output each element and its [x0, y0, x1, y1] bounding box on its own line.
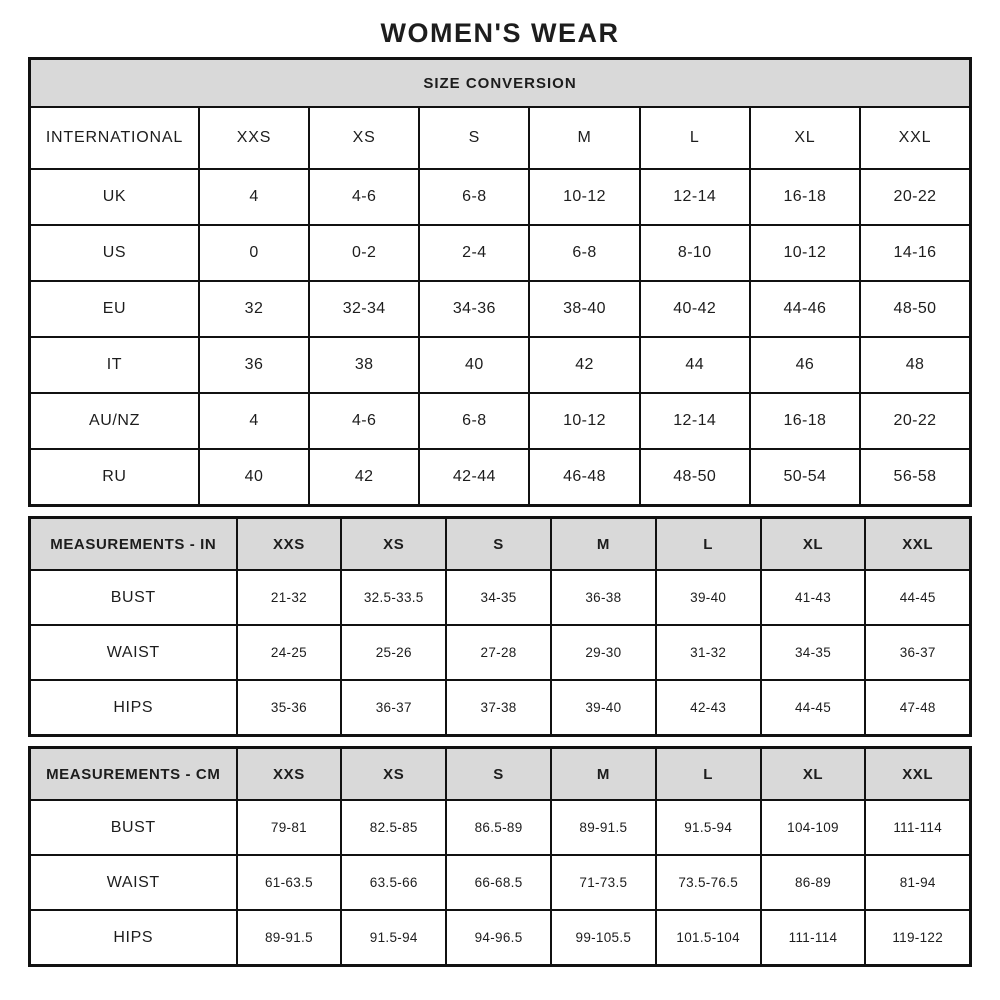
measure-cell: 32.5-33.5 — [341, 570, 446, 625]
table-row-uk — [30, 169, 971, 225]
table-gap — [0, 507, 1000, 516]
measure-cell: 37-38 — [446, 680, 551, 736]
measure-cell: 36-37 — [341, 680, 446, 736]
size-cell: 14-16 — [860, 225, 971, 281]
size-cell: 6-8 — [419, 393, 529, 449]
measure-cell: 41-43 — [761, 570, 866, 625]
table-row-waist-in — [30, 625, 971, 680]
size-cell: 46 — [750, 337, 860, 393]
measure-cell: 71-73.5 — [551, 855, 656, 910]
measure-cell: 63.5-66 — [341, 855, 446, 910]
measure-cell: 119-122 — [865, 910, 970, 966]
header-cell-m: M — [551, 748, 656, 801]
measure-cell: 91.5-94 — [656, 800, 761, 855]
measurements-cm-header-row — [30, 748, 971, 801]
size-cell: 48 — [860, 337, 971, 393]
header-cell-s: S — [446, 518, 551, 571]
measure-cell: 99-105.5 — [551, 910, 656, 966]
size-cell: 38-40 — [529, 281, 639, 337]
table-row-hips-in — [30, 680, 971, 736]
measure-cell: 36-37 — [865, 625, 970, 680]
size-cell: 2-4 — [419, 225, 529, 281]
header-cell-xs: XS — [309, 107, 419, 169]
measure-cell: 25-26 — [341, 625, 446, 680]
size-cell: 6-8 — [419, 169, 529, 225]
row-label-aunz: AU/NZ — [30, 393, 199, 449]
row-label-eu: EU — [30, 281, 199, 337]
size-cell: 34-36 — [419, 281, 529, 337]
table-row-it — [30, 337, 971, 393]
size-cell: 8-10 — [640, 225, 750, 281]
row-label-waist: WAIST — [30, 855, 237, 910]
table-row-ru — [30, 449, 971, 506]
header-cell-xxl: XXL — [865, 518, 970, 571]
measure-cell: 34-35 — [446, 570, 551, 625]
table-gap — [0, 737, 1000, 746]
measure-cell: 94-96.5 — [446, 910, 551, 966]
header-cell-xxl: XXL — [860, 107, 971, 169]
size-cell: 36 — [199, 337, 309, 393]
measure-cell: 86.5-89 — [446, 800, 551, 855]
row-label-it: IT — [30, 337, 199, 393]
row-label-us: US — [30, 225, 199, 281]
size-cell: 4-6 — [309, 169, 419, 225]
measure-cell: 79-81 — [237, 800, 342, 855]
table-row-bust-cm — [30, 800, 971, 855]
measure-cell: 44-45 — [761, 680, 866, 736]
measure-cell: 66-68.5 — [446, 855, 551, 910]
size-conversion-title: SIZE CONVERSION — [30, 59, 971, 108]
table-caption-row — [30, 59, 971, 108]
measure-cell: 86-89 — [761, 855, 866, 910]
header-cell-measurements-in: MEASUREMENTS - IN — [30, 518, 237, 571]
size-cell: 10-12 — [529, 169, 639, 225]
measure-cell: 42-43 — [656, 680, 761, 736]
header-cell-s: S — [419, 107, 529, 169]
table-row-eu — [30, 281, 971, 337]
size-cell: 12-14 — [640, 169, 750, 225]
size-cell: 10-12 — [750, 225, 860, 281]
size-cell: 4 — [199, 169, 309, 225]
measure-cell: 31-32 — [656, 625, 761, 680]
measure-cell: 35-36 — [237, 680, 342, 736]
header-cell-xs: XS — [341, 748, 446, 801]
measure-cell: 82.5-85 — [341, 800, 446, 855]
measure-cell: 101.5-104 — [656, 910, 761, 966]
size-cell: 32-34 — [309, 281, 419, 337]
measure-cell: 81-94 — [865, 855, 970, 910]
header-cell-l: L — [640, 107, 750, 169]
size-cell: 12-14 — [640, 393, 750, 449]
size-header-row — [30, 107, 971, 169]
size-cell: 44 — [640, 337, 750, 393]
table-row-waist-cm — [30, 855, 971, 910]
header-cell-xxs: XXS — [199, 107, 309, 169]
header-cell-xxl: XXL — [865, 748, 970, 801]
size-cell: 32 — [199, 281, 309, 337]
header-cell-measurements-cm: MEASUREMENTS - CM — [30, 748, 237, 801]
page-title: WOMEN'S WEAR — [380, 18, 620, 48]
row-label-bust: BUST — [30, 800, 237, 855]
measure-cell: 89-91.5 — [551, 800, 656, 855]
measurements-in-table — [28, 516, 972, 737]
measure-cell: 36-38 — [551, 570, 656, 625]
measurements-cm-table — [28, 746, 972, 967]
row-label-waist: WAIST — [30, 625, 237, 680]
table-row-aunz — [30, 393, 971, 449]
header-cell-international: INTERNATIONAL — [30, 107, 199, 169]
size-cell: 10-12 — [529, 393, 639, 449]
row-label-uk: UK — [30, 169, 199, 225]
header-cell-xxs: XXS — [237, 748, 342, 801]
measure-cell: 39-40 — [656, 570, 761, 625]
size-cell: 0 — [199, 225, 309, 281]
measurements-in-header-row — [30, 518, 971, 571]
size-cell: 46-48 — [529, 449, 639, 506]
measure-cell: 39-40 — [551, 680, 656, 736]
measure-cell: 27-28 — [446, 625, 551, 680]
size-cell: 48-50 — [640, 449, 750, 506]
size-cell: 16-18 — [750, 393, 860, 449]
measure-cell: 34-35 — [761, 625, 866, 680]
size-cell: 42-44 — [419, 449, 529, 506]
measure-cell: 104-109 — [761, 800, 866, 855]
size-cell: 38 — [309, 337, 419, 393]
size-cell: 50-54 — [750, 449, 860, 506]
measure-cell: 44-45 — [865, 570, 970, 625]
header-cell-xl: XL — [761, 518, 866, 571]
row-label-bust: BUST — [30, 570, 237, 625]
measure-cell: 111-114 — [865, 800, 970, 855]
size-cell: 6-8 — [529, 225, 639, 281]
size-cell: 16-18 — [750, 169, 860, 225]
measure-cell: 91.5-94 — [341, 910, 446, 966]
header-cell-l: L — [656, 518, 761, 571]
size-cell: 40-42 — [640, 281, 750, 337]
header-cell-m: M — [529, 107, 639, 169]
size-cell: 42 — [529, 337, 639, 393]
measure-cell: 24-25 — [237, 625, 342, 680]
table-row-bust-in — [30, 570, 971, 625]
row-label-hips: HIPS — [30, 680, 237, 736]
size-cell: 48-50 — [860, 281, 971, 337]
header-cell-s: S — [446, 748, 551, 801]
header-cell-m: M — [551, 518, 656, 571]
table-row-hips-cm — [30, 910, 971, 966]
size-cell: 44-46 — [750, 281, 860, 337]
size-cell: 20-22 — [860, 393, 971, 449]
measure-cell: 111-114 — [761, 910, 866, 966]
measure-cell: 47-48 — [865, 680, 970, 736]
header-cell-xxs: XXS — [237, 518, 342, 571]
header-cell-xs: XS — [341, 518, 446, 571]
table-row-us — [30, 225, 971, 281]
measure-cell: 89-91.5 — [237, 910, 342, 966]
size-cell: 42 — [309, 449, 419, 506]
size-cell: 40 — [199, 449, 309, 506]
size-cell: 56-58 — [860, 449, 971, 506]
size-conversion-table — [28, 57, 972, 507]
size-cell: 0-2 — [309, 225, 419, 281]
measure-cell: 61-63.5 — [237, 855, 342, 910]
row-label-ru: RU — [30, 449, 199, 506]
row-label-hips: HIPS — [30, 910, 237, 966]
header-cell-xl: XL — [761, 748, 866, 801]
size-cell: 20-22 — [860, 169, 971, 225]
header-cell-xl: XL — [750, 107, 860, 169]
header-cell-l: L — [656, 748, 761, 801]
measure-cell: 21-32 — [237, 570, 342, 625]
size-cell: 40 — [419, 337, 529, 393]
measure-cell: 73.5-76.5 — [656, 855, 761, 910]
size-cell: 4 — [199, 393, 309, 449]
size-cell: 4-6 — [309, 393, 419, 449]
measure-cell: 29-30 — [551, 625, 656, 680]
